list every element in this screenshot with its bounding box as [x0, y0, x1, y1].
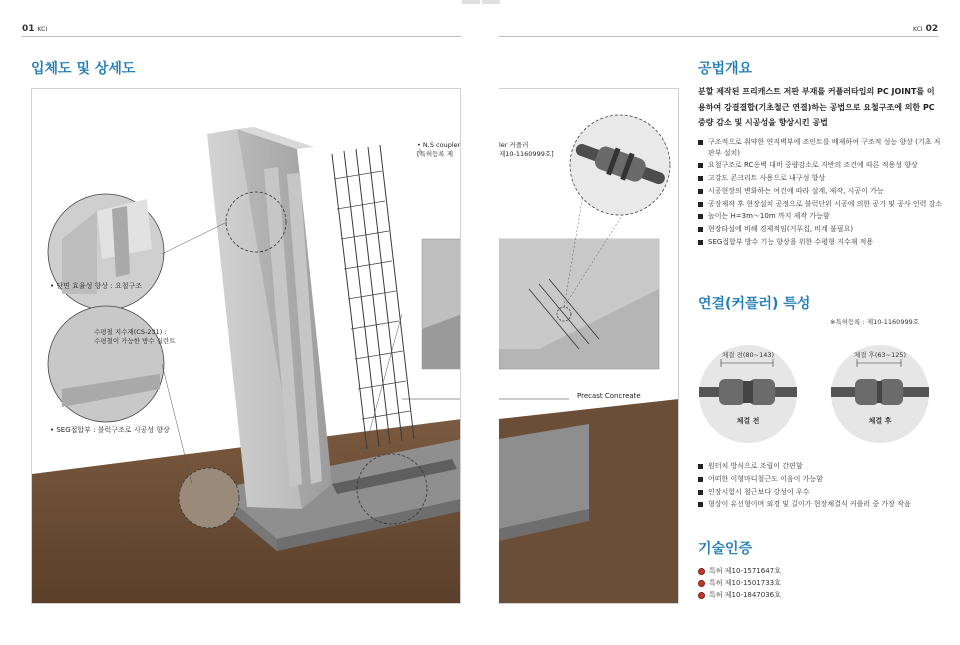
coupler-after-label: 체결 후	[868, 417, 892, 425]
sealant-callout-line1: 수평철 지수재(CS-231) :	[94, 328, 167, 336]
cert-item-text: 특허 제10-1571647호	[709, 567, 781, 575]
coupler-after-icon	[831, 345, 929, 443]
coupler-before-dim: 체결 전(80~143)	[721, 351, 775, 359]
cert-item-text: 특허 제10-1847036호	[709, 591, 781, 600]
right-header-rule	[499, 36, 938, 37]
efficiency-callout: • 단면 효율성 향상 : 요철구조	[50, 282, 142, 290]
overview-item: 현장타설에 비해 경제적임(거푸집, 비계 불필요)	[698, 224, 944, 235]
coupler-before-label: 체결 전	[736, 417, 760, 425]
coupler-before-icon	[699, 345, 797, 443]
cert-item-text: 특허 제10-1501733호	[709, 579, 781, 588]
coupler-zoom-icon	[565, 110, 675, 220]
cert-badge-icon	[698, 580, 705, 587]
coupler-top-callout	[417, 141, 460, 159]
coupler-feature-item: 인장시험시 철근보다 강성이 우수	[698, 487, 944, 498]
coupler-top-callout-cont-line1: ler 커플러	[499, 141, 529, 149]
coupler-feature-item: 형상이 유선형이며 외경 및 길이가 현장체결식 커플러 중 가장 작음	[698, 499, 944, 510]
coupler-after-dim: 체결 후(63~125)	[853, 351, 907, 359]
binding-mark-right	[482, 0, 500, 4]
overview-item: SEG접합부 방수 기능 향상을 위한 수평형 지수재 적용	[698, 237, 944, 248]
cert-item	[698, 590, 781, 601]
cert-badge-icon	[698, 568, 705, 575]
coupler-feature-list	[698, 461, 944, 512]
seg-joint-callout: • SEG접합부 : 블럭구조로 시공성 향상	[50, 426, 170, 434]
cert-item	[698, 578, 781, 589]
left-page-title: 입체도 및 상세도	[31, 61, 136, 77]
isometric-figure	[31, 88, 461, 604]
coupler-top-callout-line2: [특허등록 제	[417, 149, 453, 158]
precast-callout: Precast Concreate	[577, 392, 641, 400]
overview-item: 고강도 콘크리트 사용으로 내구성 향상	[698, 173, 944, 184]
coupler-feature-item: 원터치 방식으로 조립이 간편함	[698, 461, 944, 472]
overview-item: 시공현장의 변화하는 여건에 따라 설계, 제작, 시공이 가능	[698, 186, 944, 197]
cert-item	[698, 566, 781, 577]
overview-item: 공장제작 후 현장설치 공정으로 블럭단위 시공에 의한 공기 및 공사 인력 감소	[698, 199, 944, 210]
coupler-patent-note: ※특허등록 : 제10-1160999호	[830, 318, 920, 326]
right-page-number: KCI 02	[913, 24, 939, 34]
overview-list	[698, 137, 944, 250]
cert-title: 기술인증	[698, 541, 753, 557]
coupler-title: 연결(커플러) 특성	[698, 296, 811, 312]
overview-title: 공법개요	[698, 61, 753, 77]
overview-item: 요철구조로 RC옹벽 대비 중량감소로 지반의 조건에 따른 적용성 향상	[698, 160, 944, 171]
retaining-wall-illustration	[32, 89, 461, 604]
sealant-callout-line2: 수평철이 가능한 방수 실란트	[94, 336, 176, 345]
coupler-top-callout-cont	[499, 141, 554, 159]
left-header-rule	[22, 36, 461, 37]
overview-item: 높이는 H=3m～10m 까지 제작 가능함	[698, 211, 944, 222]
binding-mark-left	[462, 0, 480, 4]
cert-badge-icon	[698, 592, 705, 599]
overview-intro: 분할 제작된 프리캐스트 저판 부재를 커플러타입의 PC JOINT를 이용하여 강결결합(기초철근 연결)하는 공법으로 요철구조에 의한 PC 중량 감소 및 시공성을 향상시킨 공법	[698, 87, 935, 128]
coupler-top-callout-line1: • N,S coupler	[417, 141, 461, 149]
sealant-callout	[94, 328, 176, 346]
coupler-top-callout-cont-line2: 제10-1160999호]	[499, 149, 554, 158]
left-page-number: 01 KCI	[22, 24, 48, 34]
cert-list	[698, 566, 781, 603]
coupler-feature-item: 어떠한 이형마디철근도 이음이 가능함	[698, 474, 944, 485]
overview-item: 구조적으로 취약한 연직벽부에 조인트를 배제하여 구조적 성능 향상 (기초 저판부 설치)	[698, 137, 944, 158]
